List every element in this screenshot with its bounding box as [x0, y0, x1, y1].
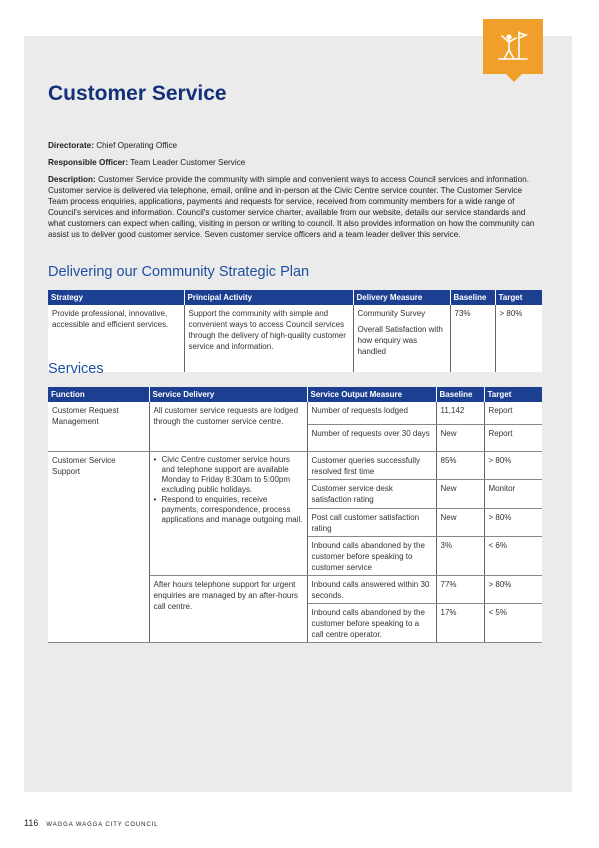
svc-col-delivery: Service Delivery: [149, 387, 307, 402]
list-item: • Respond to enquiries, receive payments, correspondence, process applications and manage outgoing mail.: [154, 495, 303, 525]
csp-heading: Delivering our Community Strategic Plan: [48, 264, 310, 280]
organisation-name: WAGGA WAGGA CITY COUNCIL: [46, 822, 159, 828]
page-number: 116: [24, 818, 39, 828]
baseline-cell: 17%: [436, 603, 484, 642]
baseline-cell: New: [436, 424, 484, 451]
csp-strategy-cell: Provide professional, innovative, accessible and efficient services.: [48, 305, 184, 372]
csp-activity-cell: Support the community with simple and convenient ways to access Council services through the delivery of high-quality customer service and information.: [184, 305, 353, 372]
description-text: Customer Service provide the community with simple and convenient ways to access Council services and information. Customer service is delivered via telephone, email, online and in-person at the Civic Centre service counter. The Customer Service Team process enquiries, applications, payments and requests for service, received from community members for a wide range of Council's services and information. Council's customer service charter, available from our website, details our service standards and what customers can expect when calling, visiting in person or writing to council. It also provides information on how the community can assist us to deliver good customer service. Seven customer service officers and a team leader deliver this service.: [48, 175, 535, 239]
measure-cell: Post call customer satisfaction rating: [307, 508, 436, 536]
csp-col-activity: Principal Activity: [184, 290, 353, 305]
services-table: [48, 387, 542, 643]
function-cell: Customer Service Support: [48, 451, 149, 642]
delivery-cell: After hours telephone support for urgent enquiries are managed by an after-hours call centre.: [149, 575, 307, 642]
svc-col-baseline: Baseline: [436, 387, 484, 402]
measure-cell: Inbound calls answered within 30 seconds.: [307, 575, 436, 603]
csp-table: [48, 290, 542, 372]
target-cell: Report: [484, 424, 542, 451]
svc-col-measure: Service Output Measure: [307, 387, 436, 402]
csp-col-baseline: Baseline: [450, 290, 495, 305]
table-row: [48, 305, 542, 372]
baseline-cell: New: [436, 508, 484, 536]
directorate-value: Chief Operating Office: [96, 141, 178, 150]
directorate-label: Directorate:: [48, 141, 94, 150]
csp-header-row: [48, 290, 542, 305]
csp-measure-cell: [353, 305, 450, 372]
section-badge: [483, 19, 543, 74]
measure-cell: Customer queries successfully resolved first time: [307, 451, 436, 479]
list-item: • Civic Centre customer service hours and telephone support are available Monday to Friday 8:30am to 5:00pm excluding public holidays.: [154, 455, 303, 495]
measure-cell: Customer service desk satisfaction rating: [307, 479, 436, 508]
csp-col-target: Target: [495, 290, 542, 305]
measure-cell: Inbound calls abandoned by the customer before speaking to customer service: [307, 536, 436, 575]
officer-value: Team Leader Customer Service: [130, 158, 246, 167]
directorate-line: [48, 140, 542, 151]
measure-cell: Inbound calls abandoned by the customer before speaking to a call centre operator.: [307, 603, 436, 642]
baseline-cell: 3%: [436, 536, 484, 575]
delivery-cell: [149, 451, 307, 575]
csp-measure-1: Community Survey: [357, 309, 426, 318]
page-title: Customer Service: [48, 82, 227, 105]
description-label: Description:: [48, 175, 96, 184]
svc-col-target: Target: [484, 387, 542, 402]
target-cell: Report: [484, 402, 542, 424]
csp-measure-2: Overall Satisfaction with how enquiry was handled: [357, 325, 443, 356]
baseline-cell: 11,142: [436, 402, 484, 424]
svc-col-function: Function: [48, 387, 149, 402]
target-cell: > 80%: [484, 451, 542, 479]
baseline-cell: 77%: [436, 575, 484, 603]
target-cell: > 80%: [484, 575, 542, 603]
csp-col-measure: Delivery Measure: [353, 290, 450, 305]
csp-baseline-cell: 73%: [450, 305, 495, 372]
officer-label: Responsible Officer:: [48, 158, 129, 167]
baseline-cell: New: [436, 479, 484, 508]
services-header-row: [48, 387, 542, 402]
table-row: [48, 402, 542, 424]
table-row: [48, 451, 542, 479]
target-cell: Monitor: [484, 479, 542, 508]
page-footer: [24, 818, 158, 828]
function-cell: Customer Request Management: [48, 402, 149, 451]
description-paragraph: [48, 174, 542, 240]
target-cell: < 6%: [484, 536, 542, 575]
target-cell: > 80%: [484, 508, 542, 536]
measure-cell: Number of requests lodged: [307, 402, 436, 424]
delivery-cell: All customer service requests are lodged through the customer service centre.: [149, 402, 307, 451]
services-heading: Services: [48, 361, 104, 377]
csp-target-cell: > 80%: [495, 305, 542, 372]
target-cell: < 5%: [484, 603, 542, 642]
delivery-bullet-list: [154, 455, 303, 525]
responsible-officer-line: [48, 157, 542, 168]
person-flag-icon: [495, 28, 531, 64]
baseline-cell: 85%: [436, 451, 484, 479]
measure-cell: Number of requests over 30 days: [307, 424, 436, 451]
csp-col-strategy: Strategy: [48, 290, 184, 305]
